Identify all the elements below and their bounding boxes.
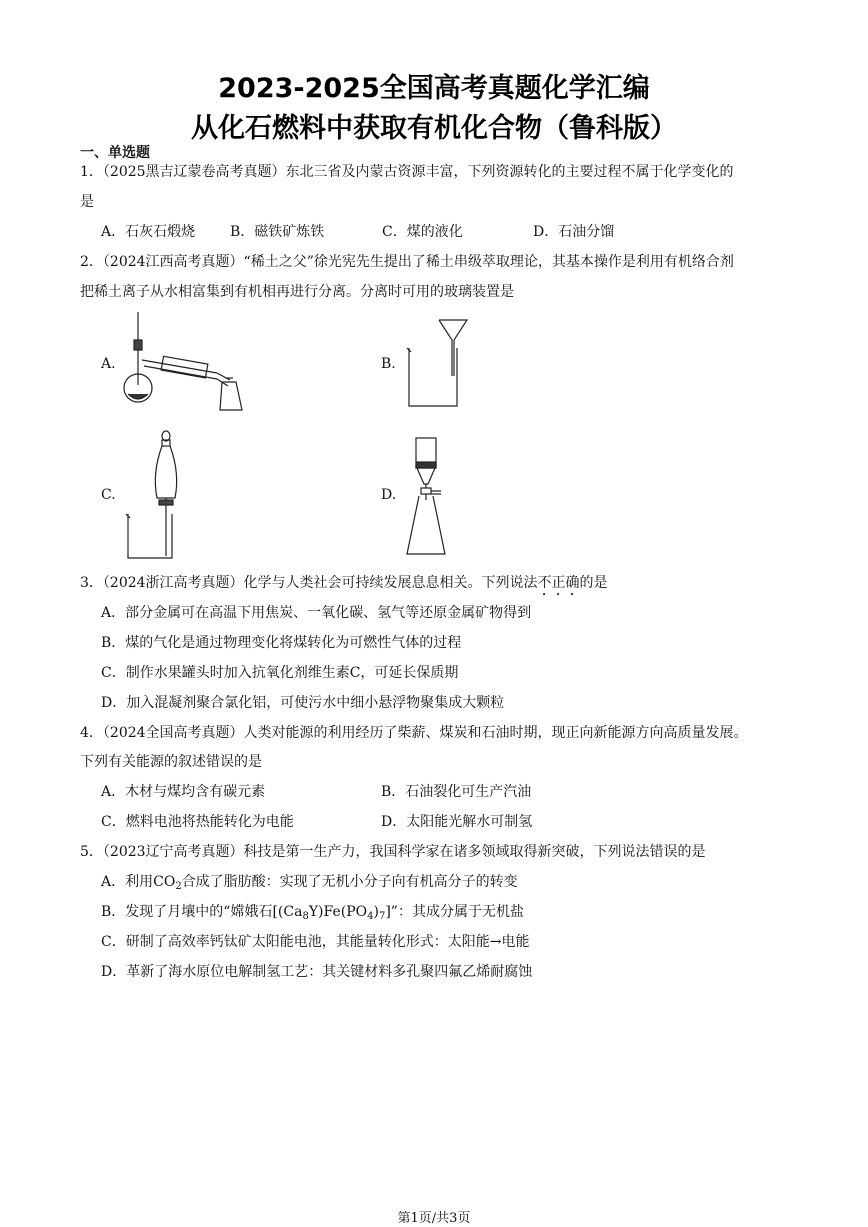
q5-option-b-mid2: ) [373,904,379,920]
q5-stem: 5．（2023辽宁高考真题）科技是第一生产力，我国科学家在诸多领域取得新突破，下列说法错误的是 [80,844,706,860]
q4-option-d[interactable]: D．太阳能光解水可制氢 [381,814,533,830]
q5-option-b-pre: B．发现了月壤中的“嫦娥石[(Ca [101,904,303,920]
q2-stem-line1: 2．（2024江西高考真题）“稀土之父”徐光宪先生提出了稀土串级萃取理论，其基本操作是利用有机络合剂 [80,254,734,270]
q1-stem-line1: 1．（2025黑吉辽蒙卷高考真题）东北三省及内蒙古资源丰富，下列资源转化的主要过程不属于化学变化的 [80,164,734,180]
q5-option-a-pre: A．利用CO [101,874,176,890]
q3-stem-post: 的是 [579,575,608,591]
q5-option-a-post: 合成了脂肪酸：实现了无机小分子向有机高分子的转变 [181,874,518,890]
q5-option-a-sub: 2 [175,881,182,892]
q5-option-a[interactable] [101,872,518,892]
q5-option-d[interactable]: D．革新了海水原位电解制氢工艺：其关键材料多孔聚四氟乙烯耐腐蚀 [101,964,533,980]
q5-option-b-sub3: 7 [378,911,386,922]
q3-stem-pre: 3．（2024浙江高考真题）化学与人类社会可持续发展息息相关。下列说法 [80,575,538,591]
distillation-apparatus-image [122,310,247,415]
q5-option-b-post: ]”：其成分属于无机盐 [385,904,524,920]
q2-option-c-label[interactable]: C. [101,487,116,503]
q4-stem-line2: 下列有关能源的叙述错误的是 [80,754,262,770]
q5-option-b-mid: Y)Fe(PO [308,904,368,920]
q3-option-c[interactable]: C．制作水果罐头时加入抗氧化剂维生素C，可延长保质期 [101,665,459,681]
q3-stem [80,573,608,599]
q1-option-a[interactable]: A．石灰石煅烧 [101,224,196,240]
q5-option-b[interactable] [101,902,524,922]
q2-option-a-label[interactable]: A. [101,356,116,372]
q1-stem-line2: 是 [80,194,94,210]
page-footer: 第1页/共3页 [397,1211,471,1226]
q2-option-d-label[interactable]: D. [381,487,397,503]
title-line-1: 2023-2025全国高考真题化学汇编 [218,73,650,104]
q3-option-d[interactable]: D．加入混凝剂聚合氯化铝，可使污水中细小悬浮物聚集成大颗粒 [101,695,505,711]
q1-option-b[interactable]: B．磁铁矿炼铁 [230,224,325,240]
q1-option-c[interactable]: C．煤的液化 [382,224,463,240]
q3-option-a[interactable]: A．部分金属可在高温下用焦炭、一氧化碳、氢气等还原金属矿物得到 [101,605,532,621]
separatory-funnel-image [124,428,189,562]
section-heading: 一、单选题 [80,145,150,161]
q2-stem-line2: 把稀土离子从水相富集到有机相再进行分离。分离时可用的玻璃装置是 [80,284,514,300]
q4-option-c[interactable]: C．燃料电池将热能转化为电能 [101,814,294,830]
q5-option-c[interactable]: C．研制了高效率钙钛矿太阳能电池，其能量转化形式：太阳能→电能 [101,934,530,950]
q4-option-b[interactable]: B．石油裂化可生产汽油 [381,784,532,800]
beaker-funnel-image [405,318,470,410]
q4-option-a[interactable]: A．木材与煤均含有碳元素 [101,784,266,800]
q3-option-b[interactable]: B．煤的气化是通过物理变化将煤转化为可燃性气体的过程 [101,635,462,651]
q1-option-d[interactable]: D．石油分馏 [533,224,615,240]
q4-stem-line1: 4．（2024全国高考真题）人类对能源的利用经历了柴薪、煤炭和石油时期，现正向新能源方向高质量发展。 [80,725,748,741]
q2-option-b-label[interactable]: B. [381,356,396,372]
q5-option-b-sub1: 8 [302,911,309,922]
suction-filtration-image [405,436,455,560]
title-line-2: 从化石燃料中获取有机化合物（鲁科版） [191,113,677,144]
q3-stem-emphasis: 不正确 [537,575,580,591]
q5-option-b-sub2: 4 [367,911,374,922]
